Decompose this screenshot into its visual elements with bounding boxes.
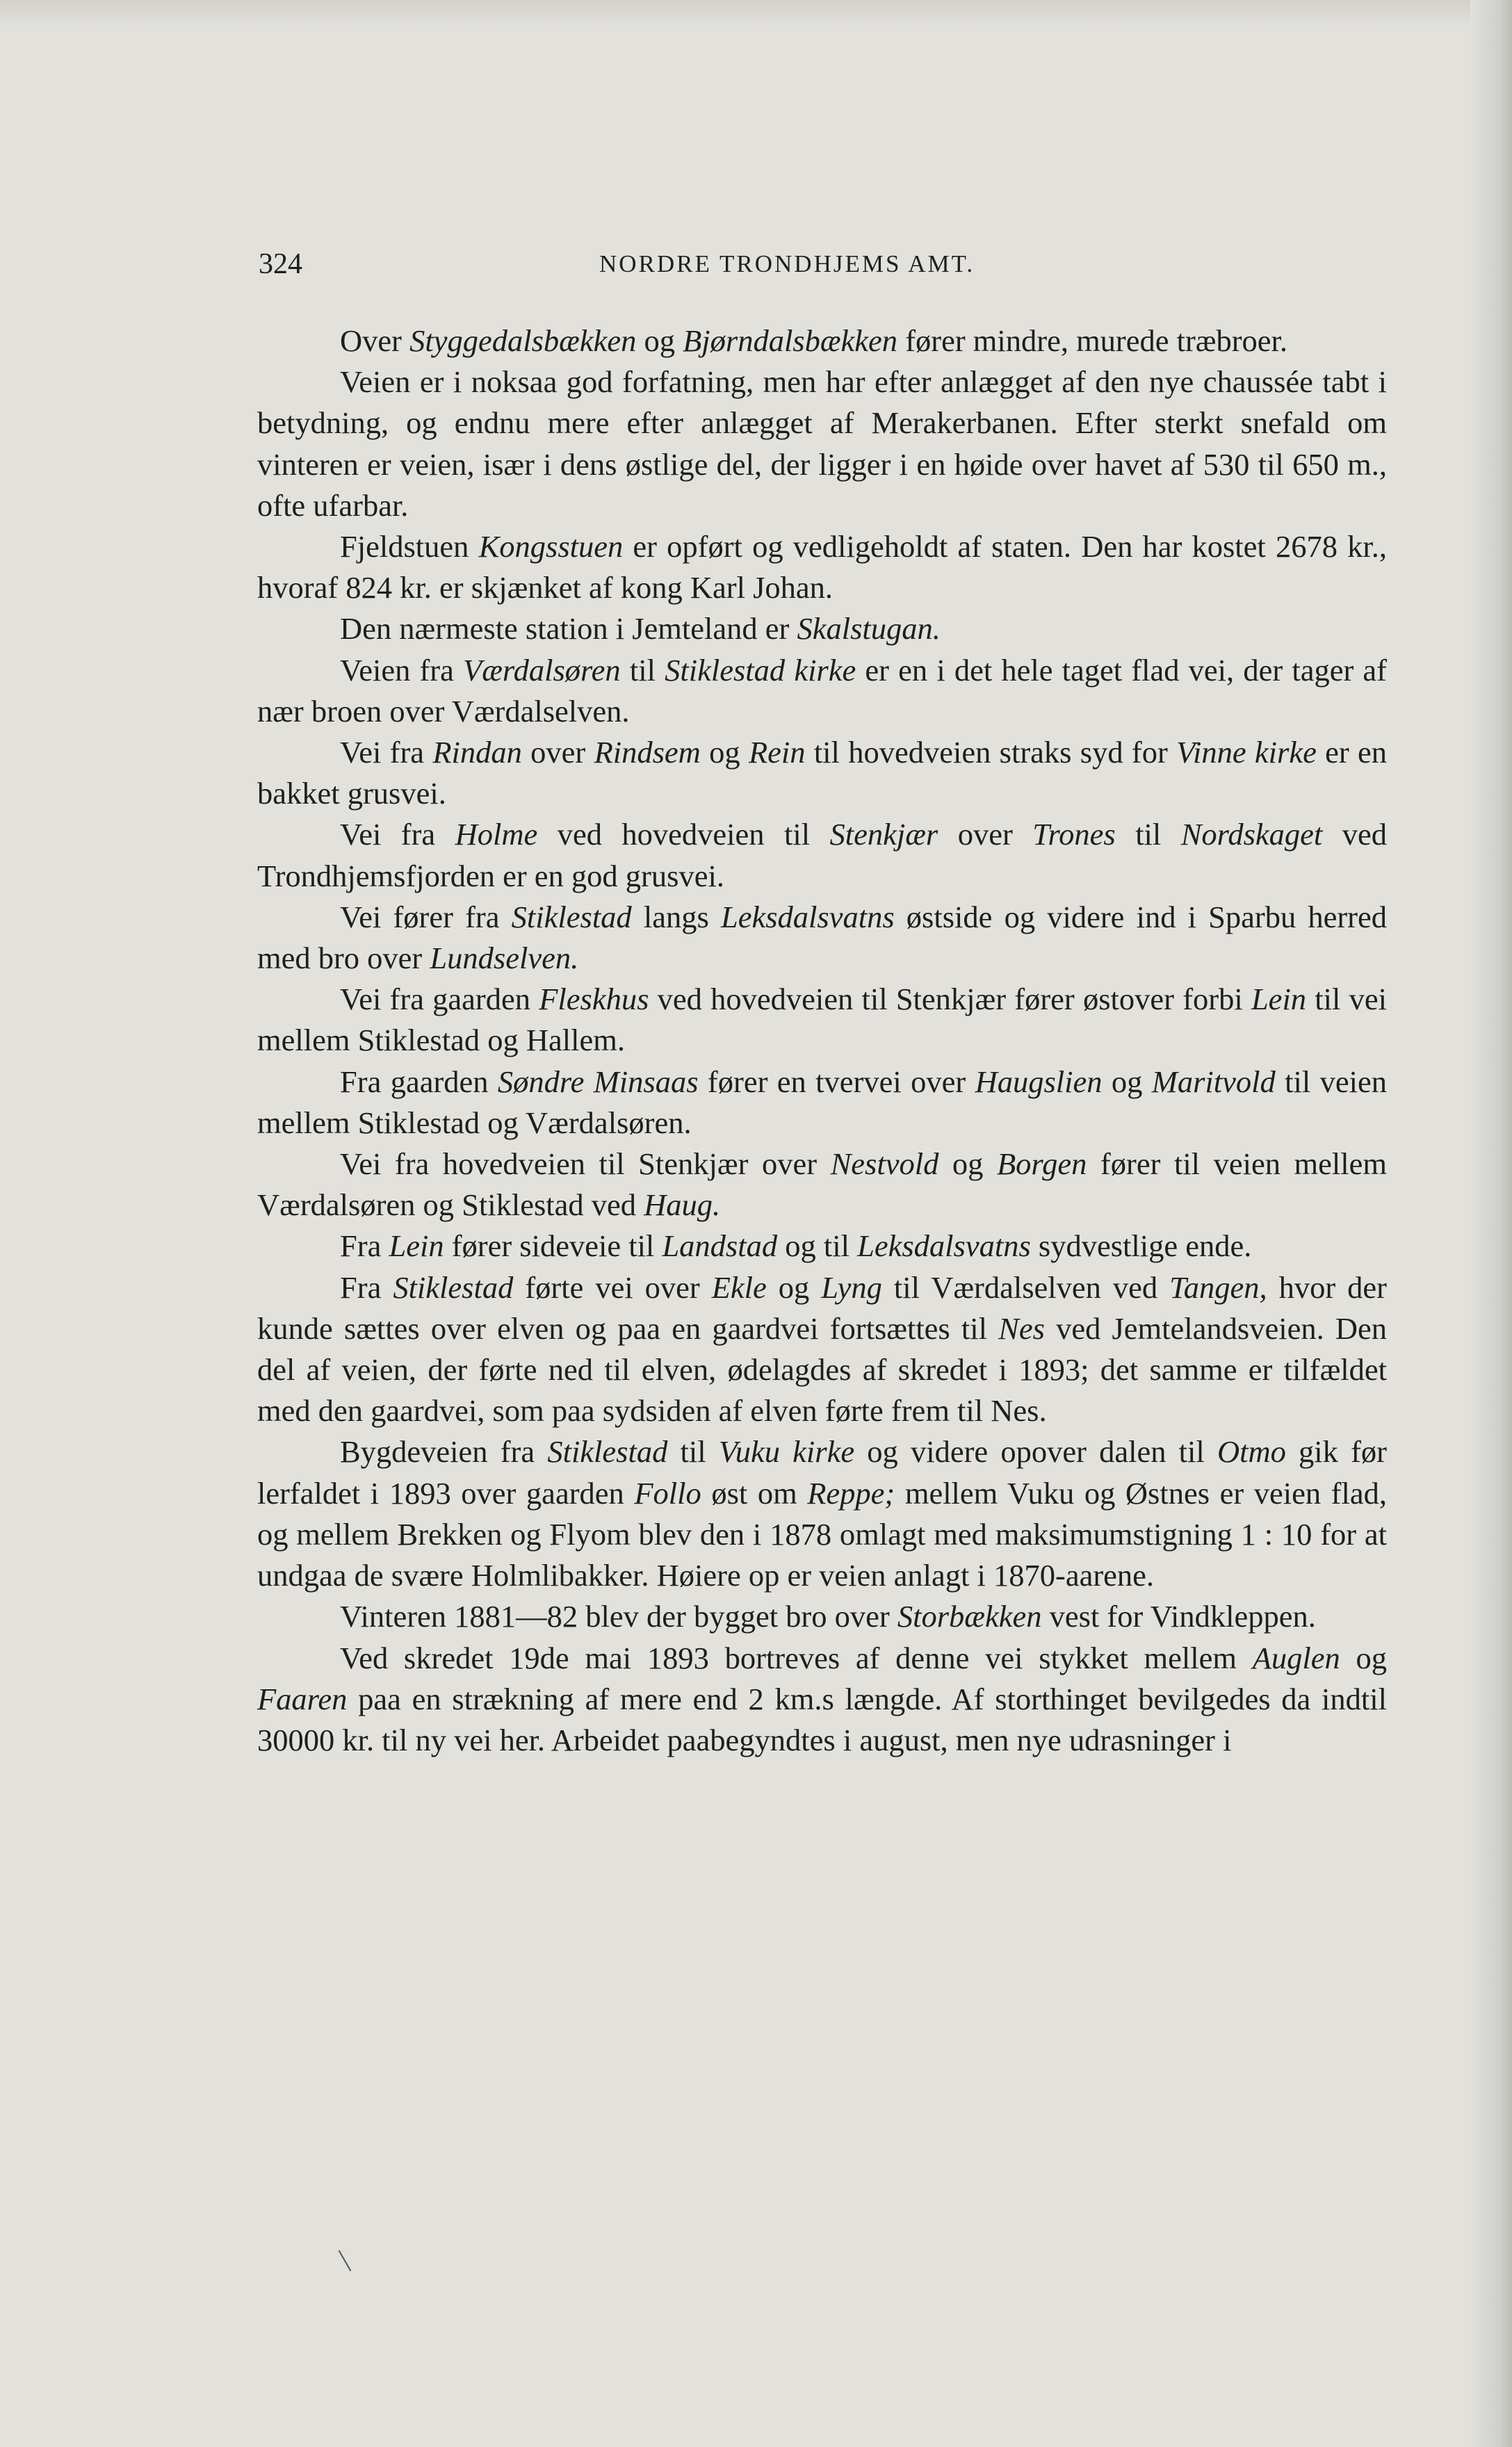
page-number: 324 [259, 248, 302, 280]
italic-place-name: Haugslien [975, 1064, 1103, 1099]
italic-place-name: Stiklestad [393, 1269, 514, 1305]
italic-place-name: Rindsem [594, 735, 701, 770]
text-run: Over [340, 323, 410, 358]
italic-place-name: Faaren [257, 1681, 348, 1716]
text-run: vest for Vindkleppen. [1041, 1599, 1316, 1634]
italic-place-name: Kongsstuen [478, 529, 624, 564]
italic-place-name: Reppe; [807, 1475, 895, 1511]
text-run: Vei fra gaarden [340, 982, 539, 1017]
text-run: fører mindre, murede træbroer. [897, 323, 1288, 358]
paragraph [257, 1226, 1387, 1267]
italic-place-name: Maritvold [1151, 1064, 1276, 1099]
italic-place-name: Trones [1032, 817, 1116, 852]
text-run: til [620, 652, 665, 688]
text-run: Ved skredet 19de mai 1893 bortreves af denne vei stykket mellem [340, 1640, 1253, 1675]
text-run: og [938, 1146, 997, 1182]
italic-place-name: Styggedalsbækken [409, 323, 637, 358]
text-run: Vei fører fra [340, 899, 512, 934]
italic-place-name: Tangen, [1169, 1269, 1267, 1305]
text-run: og [636, 323, 683, 358]
text-run: Bygdeveien fra [340, 1434, 548, 1470]
paragraph [257, 814, 1387, 896]
italic-place-name: Lein [389, 1228, 444, 1264]
text-run: fører til veien mellem Værdalsøren og Stiklestad ved [257, 1146, 1388, 1223]
italic-place-name: Nordskaget [1180, 817, 1323, 852]
paragraph [257, 1638, 1387, 1762]
italic-place-name: Vinne kirke [1176, 735, 1317, 770]
text-run: til [667, 1434, 719, 1470]
italic-place-name: Lein [1251, 982, 1307, 1017]
italic-place-name: Landstad [662, 1228, 778, 1264]
italic-place-name: Holme [455, 817, 538, 852]
italic-place-name: Lyng [821, 1269, 882, 1305]
italic-place-name: Stiklestad [511, 899, 632, 934]
text-run: og [700, 735, 749, 770]
text-run: sydvestlige ende. [1030, 1228, 1252, 1264]
text-run: Fra [340, 1269, 393, 1305]
italic-place-name: Auglen [1252, 1640, 1340, 1675]
text-run: til veien mellem Stiklestad og Værdalsøren. [257, 1064, 1387, 1140]
scan-edge-right [1470, 0, 1512, 2447]
text-run: paa en strækning af mere end 2 km.s længde. Af storthinget bevilgedes da indtil 30000 kr. til ny vei her. Arbeidet paabegyndtes i august, men nye udrasninger i [257, 1681, 1387, 1757]
scan-edge-top [0, 0, 1512, 28]
text-run: fører en tvervei over [698, 1064, 975, 1099]
italic-place-name: Stiklestad [547, 1434, 668, 1470]
text-run: til Værdalselven ved [881, 1269, 1170, 1305]
italic-place-name: Leksdalsvatns [720, 899, 895, 934]
text-run: Vei fra [340, 735, 433, 770]
text-run: og videre opover dalen til [854, 1434, 1217, 1470]
text-run: hvor der kunde sættes over elven og paa en gaardvei fortsættes til [257, 1269, 1387, 1346]
italic-place-name: Follo [634, 1475, 701, 1511]
italic-place-name: Skalstugan. [797, 611, 941, 647]
text-run: er en bakket grusvei. [257, 735, 1388, 811]
text-run: og [1102, 1064, 1152, 1099]
paragraph [257, 979, 1387, 1061]
italic-place-name: Bjørndalsbækken [683, 323, 898, 358]
italic-place-name: Rindan [432, 735, 522, 770]
paragraph [257, 526, 1387, 608]
text-run: langs [631, 899, 721, 934]
text-run: og [1340, 1640, 1388, 1675]
italic-place-name: Borgen [997, 1146, 1087, 1182]
text-run: førte vei over [513, 1269, 712, 1305]
italic-place-name: Værdalsøren [463, 652, 621, 688]
text-run: over [521, 735, 594, 770]
text-run: fører sideveie til [444, 1228, 662, 1264]
italic-place-name: Nestvold [830, 1146, 939, 1182]
text-run: til hovedveien straks syd for [805, 735, 1177, 770]
running-title: NORDRE TRONDHJEMS AMT. [599, 250, 975, 277]
text-run: ved hovedveien til Stenkjær fører østover forbi [649, 982, 1251, 1017]
text-run: Fra gaarden [340, 1064, 498, 1099]
text-run: ved hovedveien til [537, 817, 830, 852]
text-run: og [766, 1269, 822, 1305]
text-run: er opført og vedligeholdt af staten. Den har kostet 2678 kr., hvoraf 824 kr. er skjænket af kong Karl Johan. [257, 529, 1387, 605]
text-run: Vinteren 1881—82 blev der bygget bro over [340, 1599, 897, 1634]
paragraph [257, 1144, 1387, 1226]
italic-place-name: Haug. [644, 1187, 721, 1223]
italic-place-name: Stenkjær [829, 817, 938, 852]
paragraph [257, 361, 1387, 526]
text-run: Fra [340, 1228, 389, 1264]
text-run: øst om [701, 1475, 808, 1511]
page-header [259, 243, 1371, 285]
text-run: Veien er i noksaa god forfatning, men har efter anlægget af den nye chaussée tabt i betydning, og endnu mere efter anlægget af Merakerbanen. Efter sterkt snefald om vinteren er veien, især i dens østlige del, der ligger i en høide over havet af 530 til 650 m., ofte ufarbar. [257, 364, 1387, 523]
text-run: mellem Vuku og Østnes er veien flad, og mellem Brekken og Flyom blev den i 1878 omlagt med maksimumstigning 1 : 10 for at undgaa de svære Holmlibakker. Høiere op er veien anlagt i 1870-aarene. [257, 1475, 1387, 1593]
italic-place-name: Otmo [1217, 1434, 1286, 1470]
pencil-mark [339, 2250, 352, 2271]
italic-place-name: Stiklestad kirke [665, 652, 856, 688]
italic-place-name: Søndre Minsaas [497, 1064, 699, 1099]
text-run: er en i det hele taget flad vei, der tager af nær broen over Værdalselven. [257, 652, 1387, 729]
italic-place-name: Rein [748, 735, 806, 770]
paragraph [257, 897, 1387, 979]
italic-place-name: Storbækken [897, 1599, 1042, 1634]
paragraph [257, 1596, 1387, 1637]
text-run: Den nærmeste station i Jemteland er [340, 611, 797, 647]
paragraph [257, 320, 1387, 361]
paragraph [257, 1062, 1387, 1144]
paragraph [257, 650, 1387, 732]
text-run: Fjeldstuen [340, 529, 479, 564]
paragraph [257, 1431, 1387, 1596]
italic-place-name: Lundselven. [430, 941, 579, 976]
text-run: ved Jemtelandsveien. Den del af veien, der førte ned til elven, ødelagdes af skredet i 1893; det samme er tilfældet med den gaardvei, som paa sydsiden af elven førte frem til Nes. [257, 1310, 1388, 1429]
text-run: ved Trondhjemsfjorden er en god grusvei. [257, 817, 1387, 893]
italic-place-name: Nes [998, 1310, 1045, 1346]
text-run: Veien fra [340, 652, 464, 688]
paragraph [257, 1267, 1387, 1432]
italic-place-name: Ekle [711, 1269, 767, 1305]
text-run: gik før lerfaldet i 1893 over gaarden [257, 1434, 1387, 1511]
text-run: og til [777, 1228, 858, 1264]
italic-place-name: Vuku kirke [718, 1434, 855, 1470]
text-run: til vei mellem Stiklestad og Hallem. [257, 982, 1387, 1058]
body-text [257, 320, 1387, 1761]
text-run: Vei fra [340, 817, 455, 852]
text-run: østside og videre ind i Sparbu herred med bro over [257, 899, 1388, 976]
text-run: til [1115, 817, 1181, 852]
paragraph [257, 608, 1387, 649]
text-run: Vei fra hovedveien til Stenkjær over [340, 1146, 831, 1182]
text-run: over [938, 817, 1033, 852]
italic-place-name: Leksdalsvatns [857, 1228, 1031, 1264]
italic-place-name: Fleskhus [539, 982, 649, 1017]
paragraph [257, 732, 1387, 814]
